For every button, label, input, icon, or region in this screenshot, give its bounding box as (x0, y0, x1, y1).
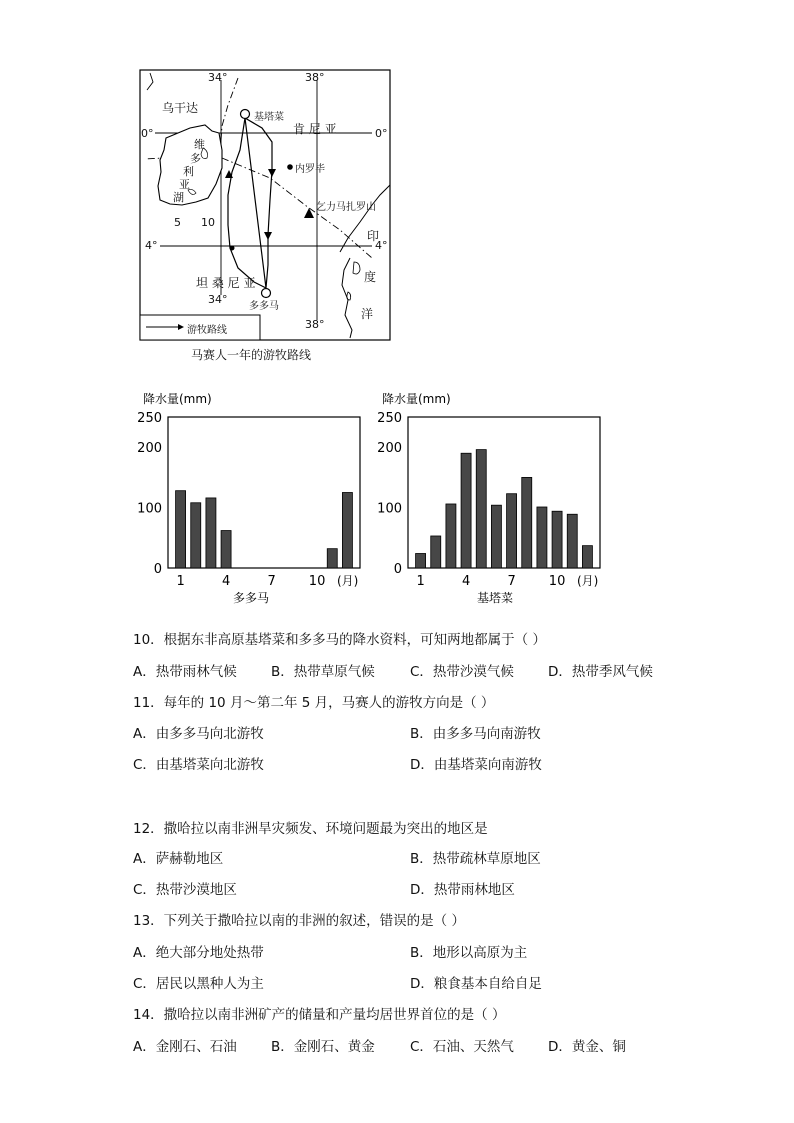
uganda-label: 乌干达 (162, 101, 199, 115)
bar-month-4 (221, 531, 231, 568)
x-tick-labels (416, 574, 565, 589)
question-stem: 14．撒哈拉以南非洲矿产的储量和产量均居世界首位的是（ ） (133, 1007, 506, 1023)
x-tick-labels (176, 574, 325, 589)
x-unit-label: (月) (337, 574, 359, 588)
bars (176, 491, 353, 568)
option-a[interactable]: A．金刚石、石油 (133, 1039, 237, 1055)
kilimanjaro-icon (304, 208, 314, 218)
lat-0-left-label: 0° (141, 127, 154, 140)
tanzania-label: 坦 桑 尼 亚 (196, 276, 256, 290)
indian-ocean-char-2: 度 (364, 270, 377, 284)
option-c[interactable]: C．居民以黑种人为主 (133, 976, 264, 992)
indian-ocean-char-3: 洋 (361, 307, 374, 321)
bar-month-12 (582, 546, 592, 568)
bar-month-1 (176, 491, 186, 568)
bar-month-11 (327, 549, 337, 568)
option-c[interactable]: C．由基塔菜向北游牧 (133, 757, 264, 773)
bar-month-6 (491, 505, 501, 568)
y-axis-label: 降水量(mm) (382, 392, 451, 406)
y-tick-labels (377, 411, 402, 577)
option-b[interactable]: B．热带疏林草原地区 (410, 851, 541, 867)
bar-month-2 (431, 536, 441, 568)
chart-title: 多多马 (233, 591, 270, 605)
y-tick-labels (137, 411, 162, 577)
option-b[interactable]: B．由多多马向南游牧 (410, 726, 541, 742)
option-b[interactable]: B．热带草原气候 (271, 664, 375, 680)
lat-0-right-label: 0° (375, 127, 388, 140)
bar-month-2 (191, 503, 201, 568)
route-west-branch (228, 118, 266, 288)
lat-4-left-label: 4° (145, 239, 158, 252)
jitacai-precipitation-chart (370, 385, 615, 610)
bar-month-11 (567, 514, 577, 568)
victoria-char-3: 利 (183, 165, 194, 178)
lon-38-bottom-label: 38° (305, 318, 325, 331)
legend-number-10: 10 (201, 216, 215, 229)
x-unit-label: (月) (577, 574, 599, 588)
bar-month-8 (522, 477, 532, 568)
question-stem: 11．每年的 10 月～第二年 5 月，马赛人的游牧方向是（ ） (133, 695, 495, 711)
bar-month-4 (461, 453, 471, 568)
victoria-char-5: 湖 (173, 191, 184, 204)
jitacai-label: 基塔菜 (254, 112, 284, 123)
bars (416, 450, 593, 568)
option-d[interactable]: D．粮食基本自给自足 (410, 976, 542, 992)
arrow-south-1 (268, 169, 276, 177)
option-c[interactable]: C．热带沙漠气候 (410, 664, 514, 680)
lon-38-label: 38° (305, 71, 325, 84)
bar-month-9 (537, 507, 547, 568)
nairobi-marker (287, 164, 293, 170)
x-tick-label: 4 (221, 574, 231, 589)
y-tick-label: 0 (153, 562, 162, 577)
kilimanjaro-label: 乞力马扎罗山 (316, 202, 376, 213)
lon-34-bottom-label: 34° (208, 293, 228, 306)
lat-4-right-label: 4° (375, 239, 388, 252)
option-a[interactable]: A．热带雨林气候 (133, 664, 237, 680)
x-tick-label: 7 (507, 574, 516, 589)
x-tick-label: 10 (308, 574, 326, 589)
dodoma-precipitation-chart (130, 385, 375, 610)
bar-month-1 (416, 554, 426, 568)
x-tick-label: 4 (461, 574, 471, 589)
chart-title: 基塔菜 (477, 591, 514, 605)
kenya-label: 肯 尼 亚 (293, 122, 337, 136)
dodoma-label: 多多马 (249, 301, 279, 312)
bar-month-10 (552, 511, 562, 568)
y-tick-label: 200 (377, 441, 402, 457)
y-tick-label: 100 (137, 501, 162, 517)
victoria-char-4: 亚 (179, 178, 190, 191)
option-c[interactable]: C．石油、天然气 (410, 1039, 514, 1055)
map-caption: 马赛人一年的游牧路线 (191, 348, 312, 362)
bar-month-3 (446, 504, 456, 568)
option-a[interactable]: A．绝大部分地处热带 (133, 945, 264, 961)
option-c[interactable]: C．热带沙漠地区 (133, 882, 237, 898)
y-tick-label: 100 (377, 501, 402, 517)
nairobi-label: 内罗毕 (295, 164, 325, 175)
option-d[interactable]: D．热带季风气候 (548, 664, 653, 680)
option-b[interactable]: B．金刚石、黄金 (271, 1039, 375, 1055)
map-drawing (0, 0, 794, 360)
x-tick-label: 1 (416, 574, 425, 589)
option-a[interactable]: A．由多多马向北游牧 (133, 726, 264, 742)
y-axis-label: 降水量(mm) (143, 392, 212, 406)
question-stem: 12．撒哈拉以南非洲旱灾频发、环境问题最为突出的地区是 (133, 821, 488, 837)
x-tick-label: 10 (548, 574, 566, 589)
zanzibar-islands (347, 262, 360, 300)
option-d[interactable]: D．黄金、铜 (548, 1039, 626, 1055)
y-tick-label: 200 (137, 441, 162, 457)
northwest-river (147, 73, 153, 90)
x-tick-label: 7 (267, 574, 276, 589)
option-b[interactable]: B．地形以高原为主 (410, 945, 528, 961)
victoria-char-2: 多 (190, 152, 201, 165)
question-stem: 13．下列关于撒哈拉以南的非洲的叙述，错误的是（ ） (133, 913, 465, 929)
question-stem: 10．根据东非高原基塔菜和多多马的降水资料，可知两地都属于（ ） (133, 632, 546, 648)
bar-month-5 (476, 450, 486, 568)
jitacai-marker (241, 110, 250, 119)
option-d[interactable]: D．由基塔菜向南游牧 (410, 757, 542, 773)
y-tick-label: 250 (137, 411, 162, 426)
bar-month-12 (342, 493, 352, 569)
legend-label: 游牧路线 (187, 325, 227, 336)
legend-number-5: 5 (174, 216, 181, 229)
indian-ocean-char-1: 印 (367, 229, 380, 243)
option-a[interactable]: A．萨赫勒地区 (133, 851, 224, 867)
route-dot (230, 246, 235, 251)
bar-month-7 (507, 494, 517, 568)
option-d[interactable]: D．热带雨林地区 (410, 882, 515, 898)
lon-34-label: 34° (208, 71, 228, 84)
x-tick-label: 1 (176, 574, 185, 589)
arrow-south-2 (264, 232, 272, 240)
y-tick-label: 0 (393, 562, 402, 577)
y-tick-label: 250 (377, 411, 402, 426)
route-east-branch (245, 118, 272, 288)
bar-month-3 (206, 498, 216, 568)
victoria-char-1: 维 (194, 138, 205, 151)
